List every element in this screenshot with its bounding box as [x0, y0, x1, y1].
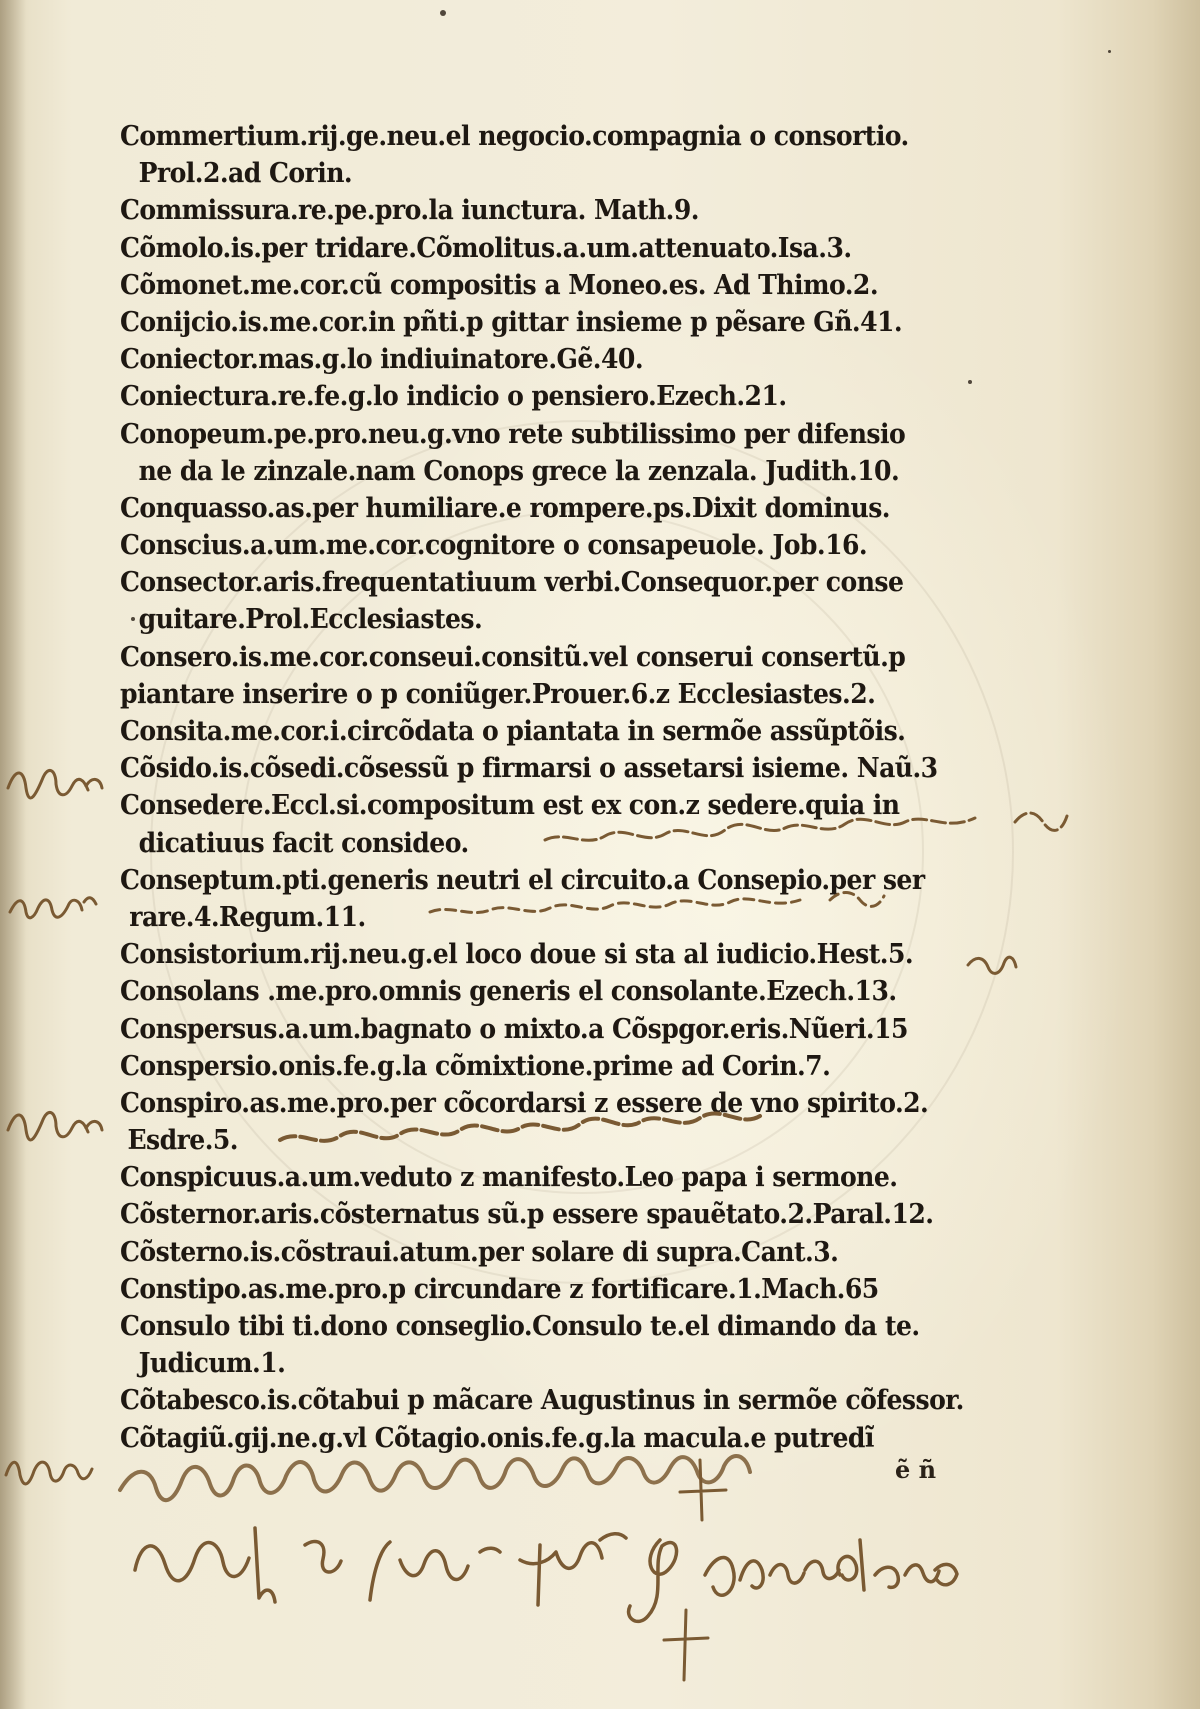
text-line: piantare inserire o p coniũger.Prouer.6.z Ecclesiastes.2.: [120, 678, 876, 710]
text-line: Commertium.rij.ge.neu.el negocio.compagnia o consortio.: [120, 121, 909, 152]
text-line: Cõmolo.is.per tridare.Cõmolitus.a.um.attenuato.Isa.3.: [120, 232, 852, 264]
text-line: Consero.is.me.cor.conseui.consitũ.vel conserui consertũ.p: [120, 641, 906, 673]
text-line: Commissura.re.pe.pro.la iunctura. Math.9.: [120, 195, 699, 227]
text-line: Constipo.as.me.pro.p circundare z fortificare.1.Mach.65: [120, 1273, 879, 1305]
text-line: Conquasso.as.per humiliare.e rompere.ps.Dixit dominus.: [120, 492, 890, 524]
text-line: Cõsterno.is.cõstraui.atum.per solare di supra.Cant.3.: [120, 1236, 839, 1268]
bottom-note-cross-2: [664, 1610, 708, 1680]
text-line: Judicum.1.: [138, 1348, 286, 1380]
bottom-note-cross: [680, 1460, 726, 1520]
text-line: Conopeum.pe.pro.neu.g.vno rete subtilissimo per difensio: [120, 418, 906, 450]
bottom-note-line-2: [135, 1528, 957, 1621]
text-line: Consita.me.cor.i.circõdata o piantata in sermõe assũptõis.: [120, 716, 906, 747]
margin-note-2: [10, 898, 96, 918]
bottom-note-line-1: [120, 1456, 750, 1500]
catchword: ẽ ñ: [895, 1455, 937, 1484]
text-line: dicatiuus facit consideo.: [138, 827, 469, 859]
inline-note-2: [430, 893, 884, 913]
text-line: Cõtagiũ.gij.ne.g.vl Cõtagio.onis.fe.g.la macula.e putredĩ: [120, 1422, 874, 1454]
text-line: Consulo tibi ti.dono conseglio.Consulo te.el dimando da te.: [120, 1311, 920, 1342]
text-line: Coniector.mas.g.lo indiuinatore.Gẽ.40.: [120, 344, 644, 376]
text-line: Consector.aris.frequentatiuum verbi.Consequor.per conse: [120, 567, 904, 599]
margin-note-3: [8, 1112, 102, 1140]
text-line: Prol.2.ad Corin.: [138, 158, 353, 190]
text-line: rare.4.Regum.11.: [129, 901, 366, 933]
text-line: Conspersio.onis.fe.g.la cõmixtione.prime ad Corin.7.: [120, 1050, 831, 1082]
text-line: Cõsido.is.cõsedi.cõsessũ p firmarsi o assetarsi isieme. Naũ.3: [120, 753, 938, 785]
text-line: Coniectura.re.fe.g.lo indicio o pensiero.Ezech.21.: [120, 381, 787, 413]
text-line: Consistorium.rij.neu.g.el loco doue si sta al iudicio.Hest.5.: [120, 939, 914, 971]
text-line: Consedere.Eccl.si.compositum est ex con.z sedere.quia in: [120, 790, 900, 822]
text-line: Cõtabesco.is.cõtabui p mãcare Augustinus in sermõe cõfessor.: [120, 1385, 964, 1417]
inline-note-1: [545, 813, 1067, 840]
text-line: Conscius.a.um.me.cor.cognitore o consapeuole. Job.16.: [120, 530, 868, 562]
text-line: Esdre.5.: [127, 1125, 238, 1157]
inline-note-3: [280, 1113, 760, 1140]
text-line: Conspicuus.a.um.veduto z manifesto.Leo papa i sermone.: [120, 1162, 898, 1194]
text-line: Conspersus.a.um.bagnato o mixto.a Cõspgor.eris.Nũeri.15: [120, 1013, 908, 1045]
margin-note-1: [8, 770, 102, 798]
text-line: Cõmonet.me.cor.cũ compositis a Moneo.es. Ad Thimo.2.: [120, 269, 879, 301]
inline-note-4: [968, 957, 1016, 973]
text-line: Conspiro.as.me.pro.per cõcordarsi z essere de vno spirito.2.: [120, 1087, 929, 1119]
text-line: Conijcio.is.me.cor.in pñti.p gittar insieme p pẽsare Gñ.41.: [120, 306, 903, 338]
text-line: Consolans .me.pro.omnis generis el consolante.Ezech.13.: [120, 976, 897, 1008]
text-line: Cõsternor.aris.cõsternatus sũ.p essere spauẽtato.2.Paral.12.: [120, 1199, 934, 1231]
margin-note-4: [6, 1462, 92, 1484]
text-line: ne da le zinzale.nam Conops grece la zenzala. Judith.10.: [138, 455, 900, 487]
text-line: guitare.Prol.Ecclesiastes.: [138, 604, 483, 636]
text-line: Conseptum.pti.generis neutri el circuito.a Consepio.per ser: [120, 864, 925, 896]
